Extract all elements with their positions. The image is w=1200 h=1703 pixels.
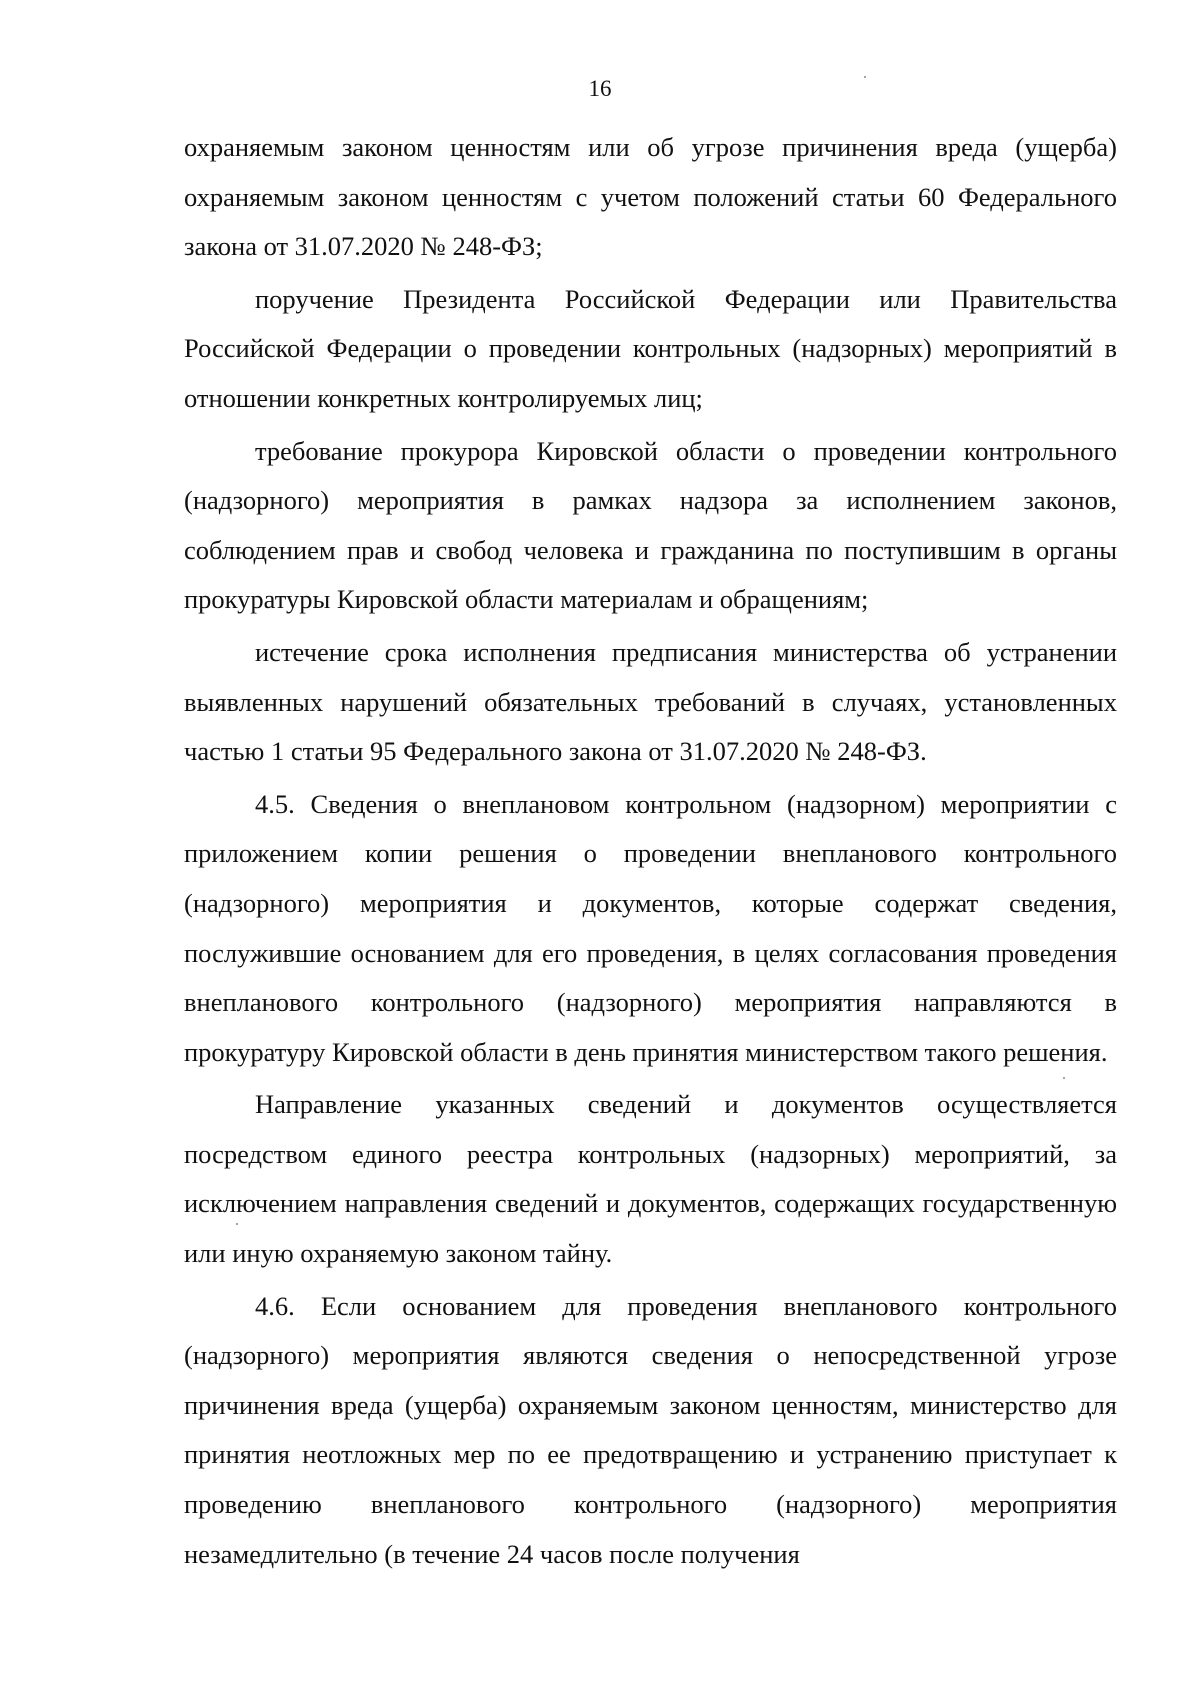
scan-artifact <box>236 1223 238 1225</box>
paragraph-4-6: 4.6. Если основанием для проведения внепланового контрольного (надзорного) мероприятия являются сведения о непосредственной угрозе причинения вреда (ущерба) охраняемым законом ценностям, министерство для принятия неотложных мер по ее предотвращению и устранению приступает к проведению внепланового контрольного (надзорного) мероприятия незамедлительно (в течение 24 часов после получения <box>184 1290 1117 1569</box>
paragraph-president-order: поручение Президента Российской Федерации или Правительства Российской Федерации о проведении контрольных (надзорных) мероприятий в отношении конкретных контролируемых лиц; <box>184 283 1117 413</box>
paragraph-order-expiry: истечение срока исполнения предписания министерства об устранении выявленных нарушений обязательных требований в случаях, установленных частью 1 статьи 95 Федерального закона от 31.07.2020 № 248-ФЗ. <box>184 636 1117 767</box>
paragraph-4-5: 4.5. Сведения о внеплановом контрольном (надзорном) мероприятии с приложением копии решения о проведении внепланового контрольного (надзорного) мероприятия и документов, которые содержат сведения, послужившие основанием для его проведения, в целях согласования проведения внепланового контрольного (надзорного) мероприятия направляются в прокуратуру Кировской области в день принятия министерством такого решения. <box>184 788 1117 1067</box>
scan-artifact <box>864 76 866 78</box>
paragraph-continuation: охраняемым законом ценностям или об угрозе причинения вреда (ущерба) охраняемым законом ценностям с учетом положений статьи 60 Федерального закона от 31.07.2020 № 248-ФЗ; <box>184 132 1117 262</box>
document-body <box>184 123 1117 1582</box>
scan-artifact <box>1063 1077 1065 1079</box>
paragraph-submission-registry: Направление указанных сведений и документов осуществляется посредством единого реестра контрольных (надзорных) мероприятий, за исключением направления сведений и документов, содержащих государственную или иную охраняемую законом тайну. <box>184 1089 1117 1269</box>
page-number: 16 <box>588 76 612 101</box>
paragraph-prosecutor-requirement: требование прокурора Кировской области о проведении контрольного (надзорного) мероприятия в рамках надзора за исполнением законов, соблюдением прав и свобод человека и гражданина по поступившим в органы прокуратуры Кировской области материалам и обращениям; <box>184 435 1117 615</box>
